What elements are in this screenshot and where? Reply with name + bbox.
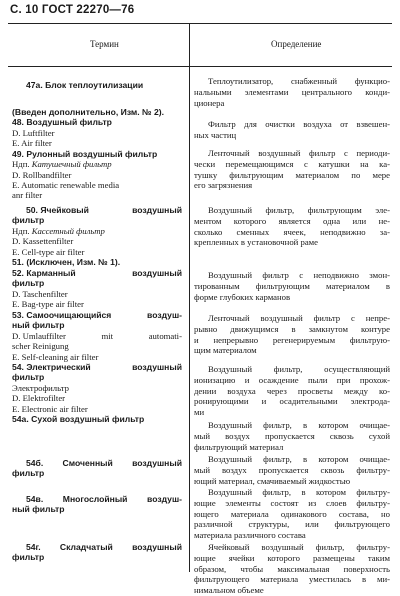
term-54-english: E. Electronic air filter [12, 404, 88, 414]
definition-54 [194, 364, 390, 418]
term-49: 49. Рулонный воздушный фильтр [12, 149, 158, 159]
def-line: крепленных в установочной раме [194, 237, 319, 248]
term-50-ndp-label: Ндп. [12, 226, 30, 236]
term-54a: 54а. Сухой воздушный фильтр [12, 414, 145, 424]
def-line: различной структуры, или фильтрующего [194, 519, 390, 530]
term-53-part3: ный фильтр [12, 320, 65, 330]
def-line: Теплоутилизатор, снабженный функцио- [208, 76, 390, 86]
term-52-german: D. Taschenfilter [12, 289, 68, 299]
term-54b-part3: фильтр [12, 468, 45, 478]
def-line: Фильтр для очистки воздуха от взвешен- [208, 119, 390, 129]
def-line: тированным фильтрующим материалом в [194, 280, 390, 291]
def-line: и непрерывно регенерируемым фильтрую- [194, 334, 390, 345]
def-line: Воздушный фильтр с неподвижно змон- [208, 270, 390, 280]
definition-53 [194, 313, 390, 356]
term-47a-note: (Введен дополнительно, Изм. № 2). [12, 107, 165, 117]
def-line: рывно движущимся в замкнутом контуре [194, 323, 390, 334]
def-line: Ячейковый воздушный фильтр, фильтру- [208, 542, 390, 552]
definition-47a [194, 76, 390, 108]
term-52-english: E. Bag-type air filter [12, 299, 84, 309]
def-line: форме глубоких карманов [194, 291, 291, 302]
term-54g-part3: фильтр [12, 552, 45, 562]
column-divider [189, 24, 190, 572]
term-48-german: D. Luftfilter [12, 128, 55, 138]
def-line: ми [194, 407, 205, 418]
term-49-ndp-term: Катушечный фильтр [31, 159, 112, 169]
term-48-english: E. Air filter [12, 138, 52, 148]
term-52-part2: воздушный [132, 268, 182, 278]
def-line: фильтрующего материала уместилась в ми- [194, 574, 390, 585]
def-line: ющий материал, смачиваемый жидкостью [194, 475, 351, 486]
def-line: Ленточный воздушный фильтр с непре- [208, 313, 390, 323]
term-52-part1: 52. Карманный [12, 268, 76, 278]
definition-52 [194, 270, 390, 302]
term-49-german: D. Rollbandfilter [12, 170, 72, 180]
term-53-german-line2: scher Reinigung [12, 341, 69, 351]
term-54v-num: 54в. [26, 494, 44, 504]
term-column-header: Термин [90, 39, 119, 49]
def-line: фильтрующий материал [194, 441, 284, 452]
definition-column-header: Определение [271, 39, 322, 49]
def-line: Воздушный фильтр, в котором очищае- [208, 420, 390, 430]
def-line: сколько сменных ячеек, неподвижно за- [194, 226, 390, 237]
term-54b-part1: Смоченный [62, 458, 113, 468]
term-48: 48. Воздушный фильтр [12, 117, 112, 127]
term-50-part2: воздушный [132, 205, 182, 215]
def-line: Воздушный фильтр, в котором фильтру- [208, 487, 390, 497]
def-line: его загрязнения [194, 180, 253, 191]
term-53-english: E. Self-cleaning air filter [12, 352, 99, 362]
term-54v-part3: ный фильтр [12, 504, 65, 514]
term-49-ndp-label: Ндп. [12, 159, 30, 169]
term-54-part1: 54. Электрический [12, 362, 91, 372]
term-54g-part2: воздушный [132, 542, 182, 552]
def-line: Воздушный фильтр, осуществляющий [208, 364, 390, 374]
term-50 [26, 205, 182, 216]
def-line: ментом которого является одна или не- [194, 215, 390, 226]
definition-49 [194, 148, 390, 191]
def-line: ющего материала одинакового состава, но [194, 508, 390, 519]
def-line: нимальном объеме [194, 585, 264, 596]
def-line: тушку фильтрующим материалом по мере [194, 169, 390, 180]
def-line: Воздушный фильтр, фильтрующим эле- [208, 205, 390, 215]
term-53-german-a: D. Umlauffilter [12, 331, 66, 341]
term-50-ndp-term: Кассетный фильтр [31, 226, 105, 236]
definition-50 [194, 205, 390, 248]
def-line: ронирующими и осадительными электрода- [194, 396, 390, 407]
definition-54b [194, 454, 390, 486]
term-50-german: D. Kassettenfilter [12, 236, 74, 246]
term-53-part1: 53. Самоочищающийся [12, 310, 112, 320]
def-line: образом, чтобы максимальная поверхность [194, 563, 390, 574]
term-49-nonrecommended [12, 159, 112, 170]
term-53-german-b: mit [101, 331, 114, 341]
page-header: С. 10 ГОСТ 22270—76 [10, 4, 135, 16]
term-54g-part1: Складчатый [59, 542, 113, 552]
term-54b-num: 54б. [26, 458, 44, 468]
def-line: нальными элементами центрального конди- [194, 86, 390, 97]
term-51: 51. (Исключен, Изм. № 1). [12, 257, 121, 267]
def-line: мый воздух пропускается сквозь фильтру- [194, 464, 390, 475]
definition-54a [194, 420, 390, 452]
def-line: мый воздух пропускается сквозь сухой [194, 430, 390, 441]
def-line: Воздушный фильтр, в котором очищае- [208, 454, 390, 464]
term-54-synonym: Электрофильтр [12, 383, 69, 393]
term-50-part1: 50. Ячейковый [26, 205, 89, 215]
term-52-part3: фильтр [12, 278, 45, 288]
def-line: щим материалом [194, 345, 257, 356]
def-line: ющие ячейки которого размещены таким [194, 552, 390, 563]
definition-54g [194, 542, 390, 596]
term-54g-num: 54г. [26, 542, 41, 552]
definition-54v [194, 487, 390, 541]
term-53-part2: воздуш- [147, 310, 182, 320]
table-header [8, 24, 392, 67]
def-line: ющие элементы состоят из слоев фильтру- [194, 497, 390, 508]
def-line: ионизацию и осаждение пыли при прохож- [194, 374, 390, 385]
def-line: Ленточный воздушный фильтр с периоди- [208, 148, 390, 158]
term-47a: 47а. Блок теплоутилизации [26, 80, 144, 90]
term-54v-part1: Многослойный [62, 494, 128, 504]
terms-table [8, 23, 392, 596]
term-50-part3: фильтр [12, 215, 45, 225]
term-54g [26, 542, 182, 553]
term-50-english: E. Cell-type air filter [12, 247, 85, 257]
definition-48 [194, 119, 390, 141]
term-54b [26, 458, 182, 469]
term-49-english-line1: E. Automatic renewable media [12, 180, 120, 190]
term-49-english-line2: anr filter [12, 190, 43, 200]
term-53-german-c: automati- [148, 331, 182, 341]
term-54v-part2: воздуш- [147, 494, 182, 504]
term-54-part3: фильтр [12, 372, 45, 382]
def-line: ционера [194, 97, 225, 108]
term-54b-part2: воздушный [132, 458, 182, 468]
term-54-german: D. Elektrofilter [12, 393, 66, 403]
term-54-part2: воздушный [132, 362, 182, 372]
def-line: материала различного состава [194, 530, 306, 541]
def-line: чески перемещающимся с катушки на ка- [194, 158, 390, 169]
def-line: ных частиц [194, 129, 237, 140]
def-line: дении воздуха через просветы между ко- [194, 385, 390, 396]
